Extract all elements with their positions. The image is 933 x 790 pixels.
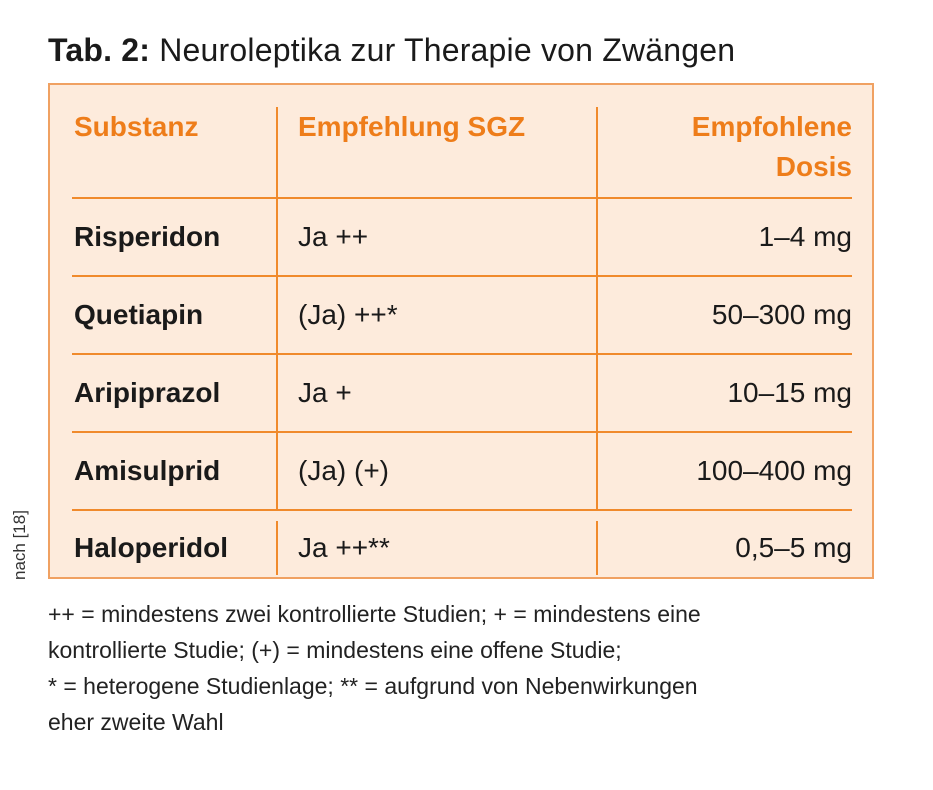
header-empfehlung: Empfehlung SGZ — [276, 107, 596, 197]
cell-dosis: 50–300 mg — [596, 277, 852, 353]
cell-substanz: Aripiprazol — [74, 377, 221, 408]
table-row — [72, 277, 852, 355]
cell-dosis: 100–400 mg — [596, 433, 852, 509]
footnote-line: kontrollierte Studie; (+) = mindestens eine offene Studie; — [48, 637, 622, 663]
table-row — [72, 199, 852, 277]
cell-empfehlung: Ja ++ — [276, 199, 596, 275]
cell-substanz: Haloperidol — [74, 532, 229, 563]
header-dosis — [596, 107, 852, 197]
table-row — [72, 355, 852, 433]
source-note: nach [18] — [10, 510, 29, 580]
cell-empfehlung: (Ja) (+) — [276, 433, 596, 509]
cell-empfehlung: Ja ++** — [276, 521, 596, 575]
header-dosis-line1: Empfohlene — [691, 111, 852, 142]
cell-empfehlung: Ja + — [276, 355, 596, 431]
data-table — [48, 83, 874, 579]
header-substanz: Substanz — [74, 111, 199, 142]
cell-dosis: 10–15 mg — [596, 355, 852, 431]
table-number: Tab. 2: — [48, 32, 151, 68]
table-grid — [72, 107, 852, 585]
table-caption: Neuroleptika zur Therapie von Zwängen — [159, 32, 736, 68]
cell-substanz: Risperidon — [74, 221, 221, 252]
footnote-line: * = heterogene Studienlage; ** = aufgrund von Nebenwirkungen — [48, 673, 698, 699]
table-title — [48, 30, 735, 70]
cell-dosis: 1–4 mg — [596, 199, 852, 275]
cell-substanz: Amisulprid — [74, 455, 221, 486]
header-dosis-line2: Dosis — [775, 151, 852, 182]
footnote-line: ++ = mindestens zwei kontrollierte Studien; + = mindestens eine — [48, 601, 701, 627]
table-footnote — [48, 596, 908, 740]
footnote-line: eher zweite Wahl — [48, 709, 224, 735]
cell-substanz: Quetiapin — [74, 299, 204, 330]
cell-dosis: 0,5–5 mg — [596, 521, 852, 575]
table-row — [72, 433, 852, 511]
table-row — [72, 511, 852, 585]
table-header-row — [72, 107, 852, 199]
cell-empfehlung: (Ja) ++* — [276, 277, 596, 353]
